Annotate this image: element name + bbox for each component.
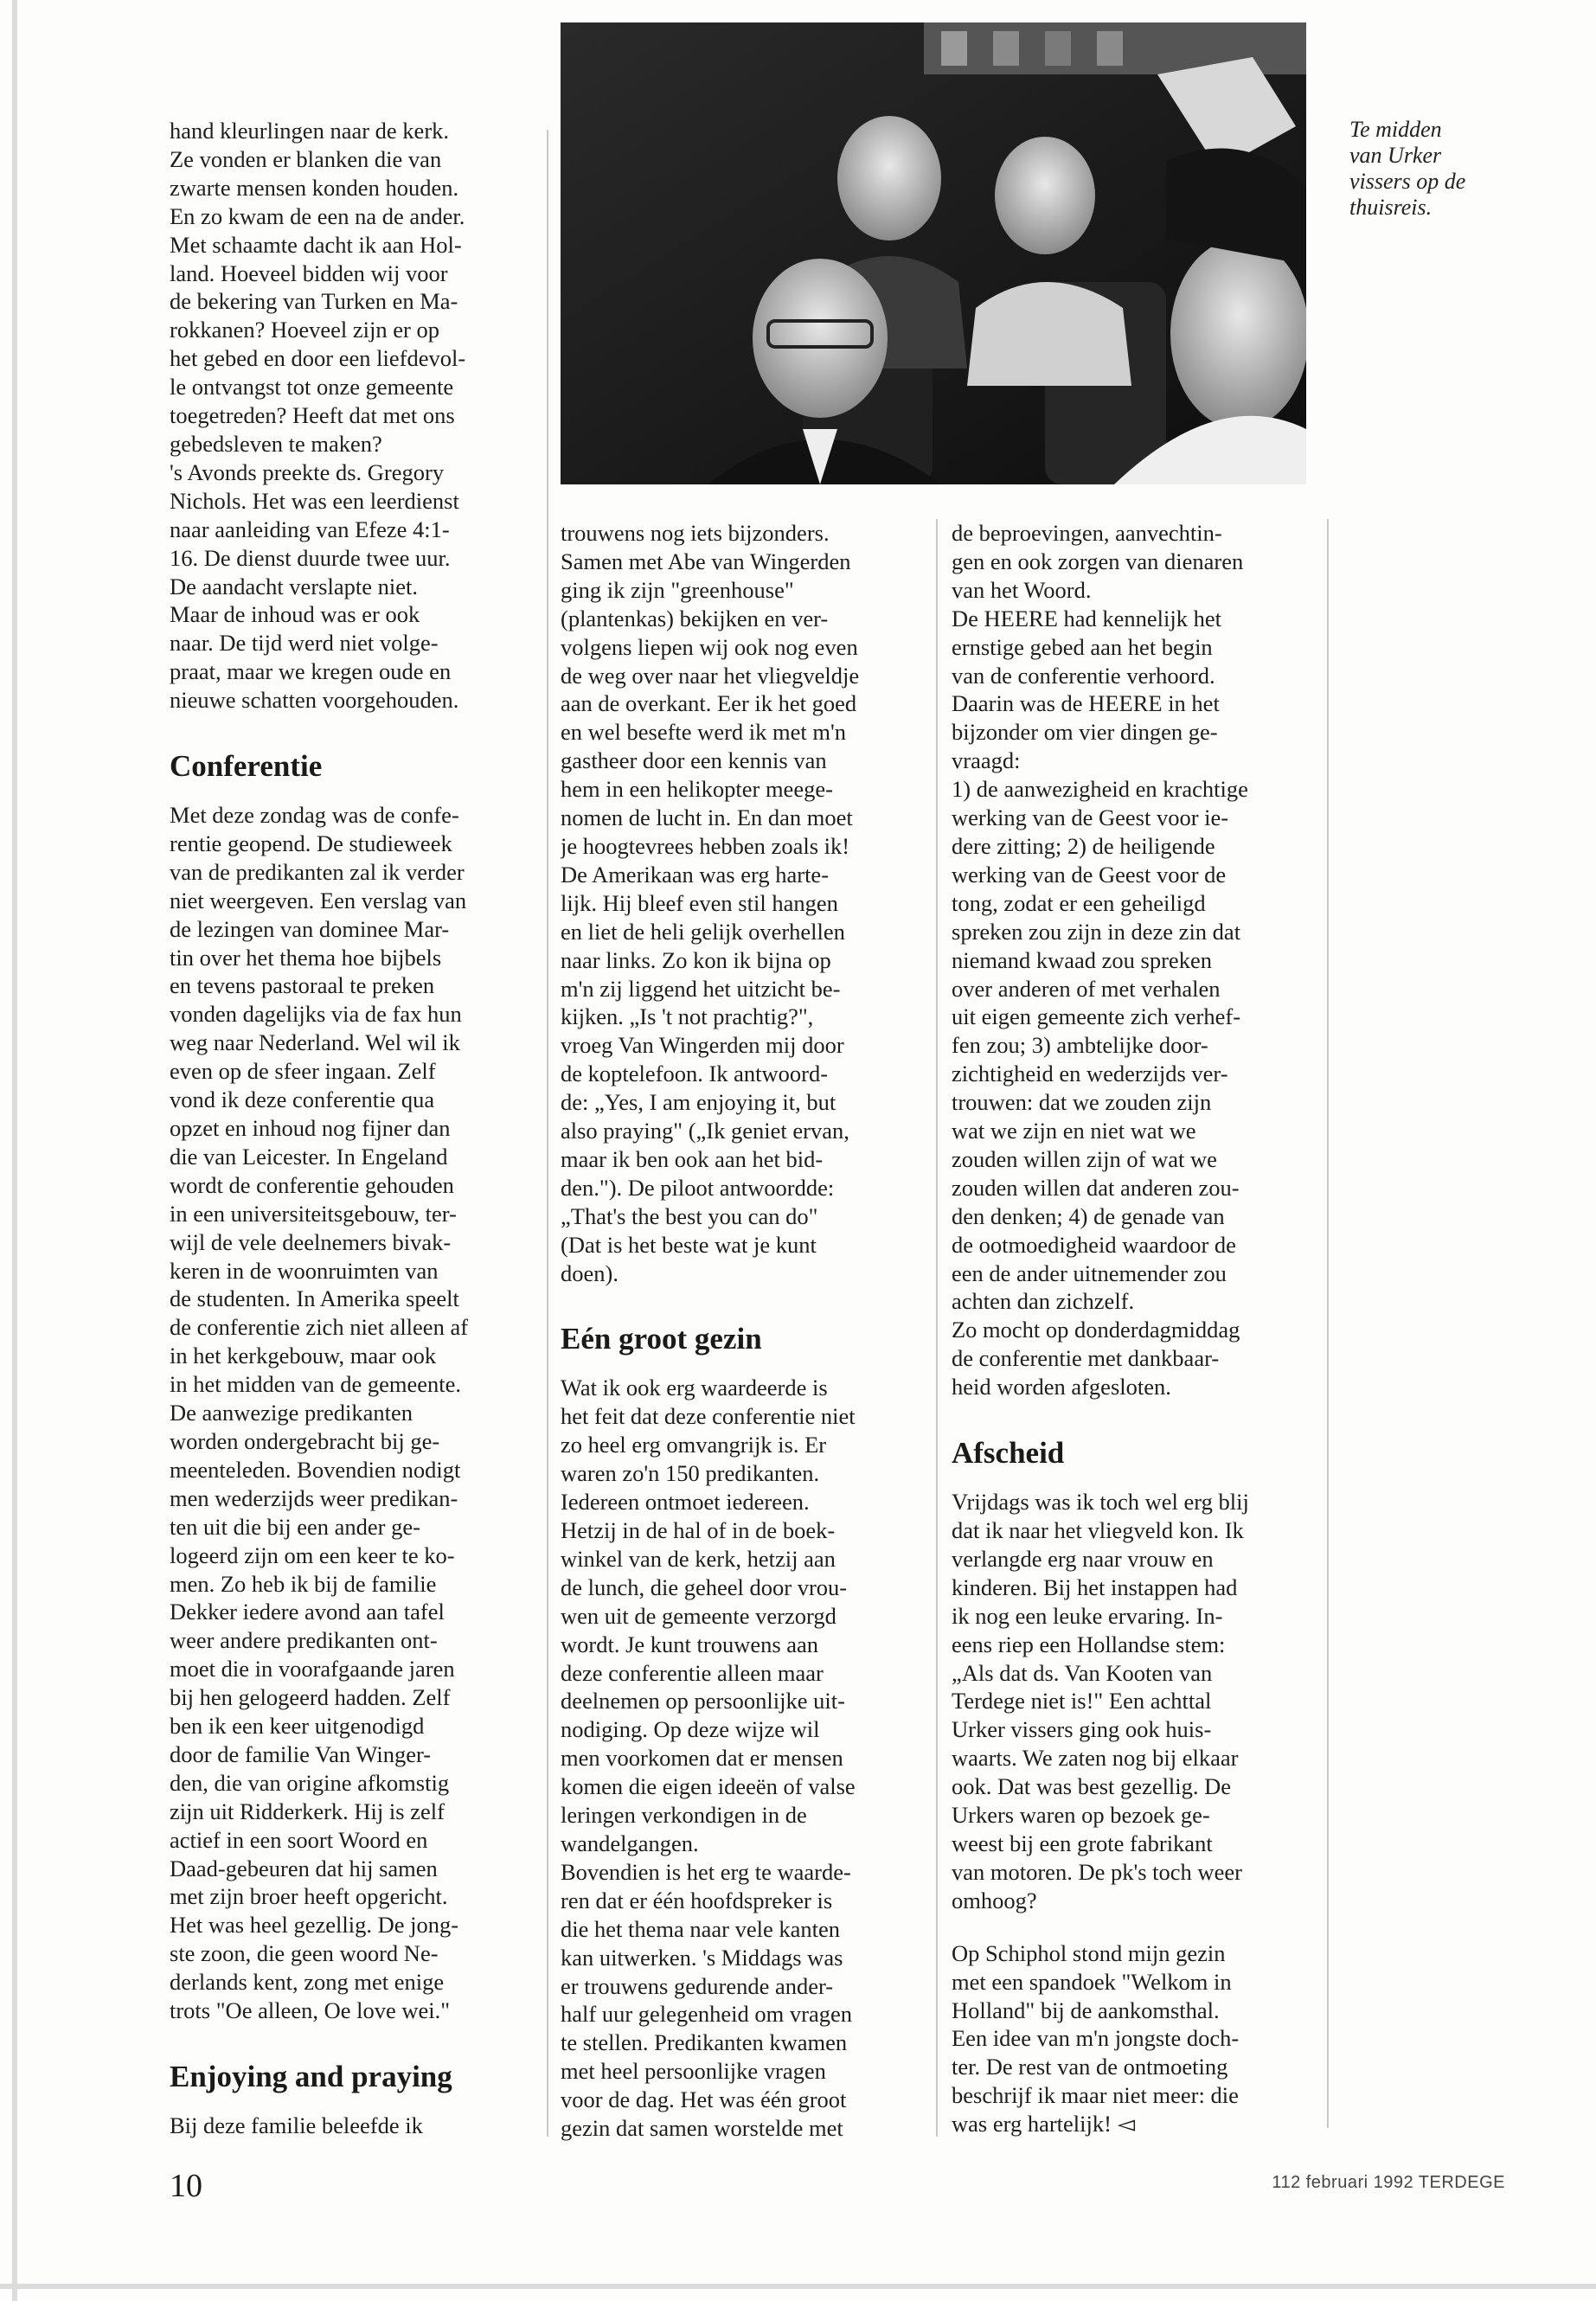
body-paragraph: trouwens nog iets bijzonders. Samen met Abe van Wingerden ging ik zijn "greenhouse" (plantenkas) bekijken en ver- volgens liepen wij ook nog even de weg over naar het vliegveldje aan de overkant. Eer ik het goed en wel besefte werd ik met m'n gastheer door een kennis van hem in een helikopter meege- nomen de lucht in. En dan moet je hoogtevrees hebben zoals ik! De Amerikaan was erg harte- lijk. Hij bleef even stil hangen en liet de heli gelijk overhellen naar links. Zo kon ik bijna op m'n zij liggend het uitzicht be- kijken. „Is 't not prachtig?", vroeg Van Wingerden mij door de koptelefoon. Ik antwoord- de: „Yes, I am enjoying it, but also praying" („Ik geniet ervan, maar ik ben ook aan het bid- den."). De piloot antwoordde: „That's the best you can do" (Dat is het beste wat je kunt doen). [561, 520, 860, 1286]
section-heading-enjoying: Enjoying and praying [170, 2060, 452, 2093]
page-number: 10 [170, 2168, 202, 2204]
column-rule-1 [547, 130, 548, 2137]
section-heading-afscheid: Afscheid [952, 1436, 1065, 1471]
body-paragraph: Vrijdags was ik toch wel erg blij dat ik naar het vliegveld kon. Ik verlangde erg naar vrouw en kinderen. Bij het instappen had ik nog een leuke ervaring. In- eens riep een Hollandse stem: „Als dat ds. Van Kooten van Terdege niet is!" Een achttal Urker vissers ging ook huis- waarts. We zaten nog bij elkaar ook. Dat was best gezellig. De Urkers waren op bezoek ge- weest bij een grote fabrikant van motoren. De pk's toch weer omhoog? [952, 1489, 1249, 1913]
text-column-1 [170, 117, 537, 2141]
body-paragraph: de beproevingen, aanvechtin- gen en ook zorgen van dienaren van het Woord. De HEERE had kennelijk het ernstige gebed aan het begin van de conferentie verhoord. Daarin was de HEERE in het bijzonder om vier dingen ge- vraagd: 1) de aanwezigheid en krachtige werking van de Geest voor ie- dere zitting; 2) de heiligende werking van de Geest voor de tong, zodat er een geheiligd spreken zou zijn in deze zin dat niemand kwaad zou spreken over anderen of met verhalen uit eigen gemeente zich verhef- fen zou; 3) ambtelijke door- zichtigheid en wederzijds ver- trouwen: dat we zouden zijn wat we zijn en niet wat we zouden willen zijn of wat we zouden willen dat anderen zou- den denken; 4) de genade van de ootmoedigheid waardoor de een de ander uitnemender zou achten dan zichzelf. Zo mocht op donderdagmiddag de conferentie met dankbaar- heid worden afgesloten. [952, 520, 1248, 1400]
column-rule-2 [936, 519, 938, 2137]
text-column-2 [561, 519, 924, 2141]
body-paragraph: Op Schiphol stond mijn gezin met een spandoek "Welkom in Holland" bij de aankomsthal. Een idee van m'n jongste doch- ter. De rest van de ontmoeting beschrijf ik maar niet meer: die was erg hartelijk! ◅ [952, 1939, 1240, 2138]
body-paragraph: Bij deze familie beleefde ik [170, 2112, 423, 2138]
body-paragraph: Wat ik ook erg waardeerde is het feit dat deze conferentie niet zo heel erg omvangrijk is. Er waren zo'n 150 predikanten. Iedereen ontmoet iedereen. Hetzij in de hal of in de boek- winkel van de kerk, hetzij aan de lunch, die geheel door vrou- wen uit de gemeente verzorgd wordt. Je kunt trouwens aan deze conferentie alleen maar deelnemen op persoonlijke uit- nodiging. Op deze wijze wil men voorkomen dat er mensen komen die eigen ideeën of valse leringen verkondigen in de wandelgangen. Bovendien is het erg te waarde- ren dat er één hoofdspreker is die het thema naar vele kanten kan uitwerken. 's Middags was er trouwens gedurende ander- half uur gelegenheid om vragen te stellen. Predikanten kwamen met heel persoonlijke vragen voor de dag. Het was één groot gezin dat samen worstelde met [561, 1375, 856, 2141]
photo-fishermen-illustration [561, 22, 1306, 484]
issue-footer: 112 februari 1992 TERDEGE [1272, 2173, 1505, 2192]
body-paragraph: hand kleurlingen naar de kerk. Ze vonden er blanken die van zwarte mensen konden houden. En zo kwam de een na de ander. Met schaamte dacht ik aan Hol- land. Hoeveel bidden wij voor de bekering van Turken en Ma- rokkanen? Hoeveel zijn er op het gebed en door een liefdevol- le ontvangst tot onze gemeente toegetreden? Heeft dat met ons gebedsleven te maken? 's Avonds preekte ds. Gregory Nichols. Het was een leerdienst naar aanleiding van Efeze 4:1- 16. De dienst duurde twee uur. De aandacht verslapte niet. Maar de inhoud was er ook naar. De tijd werd niet volge- praat, maar we kregen oude en nieuwe schatten voorgehouden. [170, 118, 466, 714]
body-paragraph: Met deze zondag was de confe- rentie geopend. De studieweek van de predikanten zal ik verder niet weergeven. Een verslag van de lezingen van dominee Mar- tin over het thema hoe bijbels en tevens pastoraal te preken vonden dagelijks via de fax hun weg naar Nederland. Wel wil ik even op de sfeer ingaan. Zelf vond ik deze conferentie qua opzet en inhoud nog fijner dan die van Leicester. In Engeland wordt de conferentie gehouden in een universiteitsgebouw, ter- wijl de vele deelnemers bivak- keren in de woonruimten van de studenten. In Amerika speelt de conferentie zich niet alleen af in het kerkgebouw, maar ook in het midden van de gemeente. De aanwezige predikanten worden ondergebracht bij ge- meenteleden. Bovendien nodigt men wederzijds weer predikan- ten uit die bij een ander ge- logeerd zijn om een keer te ko- men. Zo heb ik bij de familie Dekker iedere avond aan tafel weer andere predikanten ont- moet die in voorafgaande jaren bij hen gelogeerd hadden. Zelf ben ik een keer uitgenodigd door de familie Van Winger- den, die van origine afkomstig zijn uit Ridderkerk. Hij is zelf actief in een soort Woord en Daad-gebeuren dat hij samen met zijn broer heeft opgericht. Het was heel gezellig. De jong- ste zoon, die geen woord Ne- derlands kent, zong met enige trots "Oe alleen, Oe love wei." [170, 802, 469, 2024]
photo-caption: Te midden van Urker vissers op de thuisreis. [1349, 117, 1466, 220]
scan-edge-left [12, 0, 17, 2301]
scan-edge-bottom [0, 2284, 1596, 2289]
section-heading-gezin: Eén groot gezin [561, 1322, 762, 1356]
article-photo [561, 22, 1306, 484]
text-column-3 [952, 519, 1315, 2141]
section-heading-conferentie: Conferentie [170, 749, 323, 784]
column-rule-3 [1327, 519, 1329, 2128]
